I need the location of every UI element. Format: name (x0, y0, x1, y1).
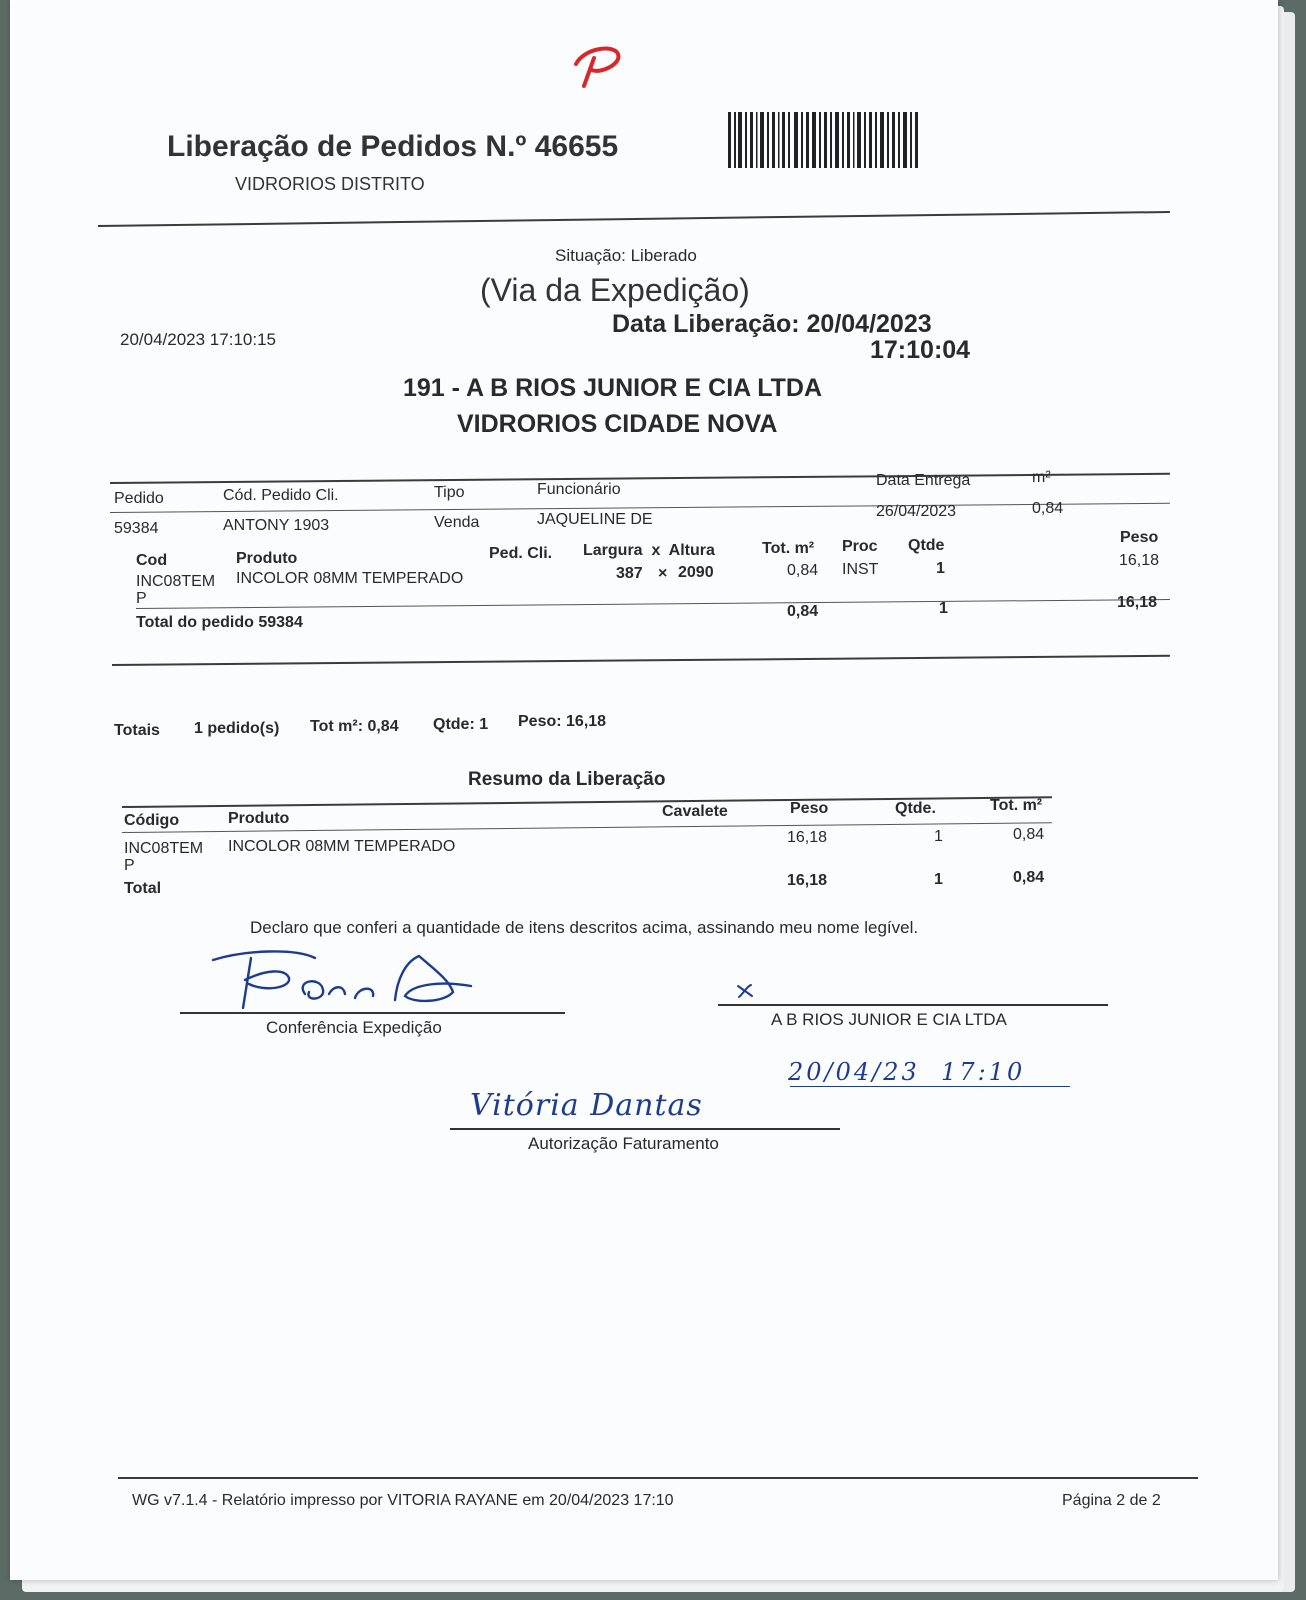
signature-mark-x (735, 982, 757, 1000)
signature-label-company: A B RIOS JUNIOR E CIA LTDA (771, 1010, 1007, 1029)
item-produto: INCOLOR 08MM TEMPERADO (236, 570, 464, 587)
col-header-data-entrega: Data Entrega (876, 472, 971, 489)
declaration-text: Declaro que conferi a quantidade de itens descritos acima, assinando meu nome legível. (250, 918, 919, 937)
cell-data-entrega: 26/04/2023 (876, 503, 957, 520)
col-header-m2: m² (1032, 469, 1051, 486)
summary-total-label: Total (124, 880, 162, 897)
col-header-funcionario: Funcionário (537, 481, 621, 498)
item-rule (136, 599, 1170, 609)
item-header-peso: Peso (1120, 529, 1159, 546)
totals-pedidos: 1 pedido(s) (194, 720, 280, 737)
signature-conferencia (205, 950, 485, 1015)
summary-produto: INCOLOR 08MM TEMPERADO (228, 838, 456, 855)
summary-peso: 16,18 (787, 829, 828, 846)
release-time: 17:10:04 (870, 336, 971, 364)
summary-header-cavalete: Cavalete (662, 803, 728, 820)
red-handwritten-mark (570, 40, 630, 90)
page-number: Página 2 de 2 (1062, 1492, 1161, 1509)
status-text: Situação: Liberado (555, 246, 697, 265)
col-header-pedido: Pedido (114, 490, 164, 507)
footer-report-info: WG v7.1.4 - Relatório impresso por VITORIA RAYANE em 20/04/2023 17:10 (132, 1492, 674, 1509)
item-header-qtde: Qtde (908, 537, 945, 554)
item-proc: INST (842, 561, 879, 578)
item-header-cod: Cod (136, 552, 168, 569)
cell-tipo: Venda (434, 514, 480, 531)
item-cod-line1: INC08TEM (136, 573, 216, 590)
order-total-label: Total do pedido 59384 (136, 614, 303, 631)
item-times: × (658, 565, 668, 582)
item-peso: 16,18 (1119, 552, 1160, 569)
summary-tot-m2: 0,84 (1013, 826, 1045, 843)
summary-header-qtde: Qtde. (895, 800, 936, 817)
item-header-ped-cli: Ped. Cli. (489, 545, 553, 562)
release-date: Data Liberação: 20/04/2023 (612, 310, 932, 338)
item-header-largura-altura: Largura x Altura (583, 542, 715, 559)
cell-cod-pedido-cli: ANTONY 1903 (223, 517, 330, 534)
item-largura: 387 (616, 565, 643, 582)
item-header-produto: Produto (236, 550, 298, 567)
summary-qtde: 1 (934, 828, 943, 845)
cell-funcionario: JAQUELINE DE (537, 511, 653, 528)
table-top-rule (110, 473, 1170, 484)
totals-label: Totais (114, 722, 160, 739)
cell-m2: 0,84 (1032, 500, 1064, 517)
summary-total-peso: 16,18 (787, 872, 828, 889)
item-header-tot-m2: Tot. m² (762, 540, 815, 557)
table-bottom-rule (112, 655, 1170, 666)
totals-qtde: Qtde: 1 (433, 716, 489, 733)
signature-label-autorizacao: Autorização Faturamento (528, 1134, 719, 1153)
handwritten-name: Vitória Dantas (470, 1088, 703, 1123)
summary-header-peso: Peso (790, 800, 829, 817)
item-header-proc: Proc (842, 538, 878, 555)
col-header-tipo: Tipo (434, 484, 465, 501)
client-store: VIDRORIOS CIDADE NOVA (457, 410, 778, 438)
order-total-peso: 16,18 (1117, 594, 1158, 611)
summary-total-qtde: 1 (934, 871, 943, 888)
handwritten-date-underline (790, 1086, 1070, 1087)
copy-type: (Via da Expedição) (480, 272, 750, 308)
barcode (728, 110, 923, 170)
item-qtde: 1 (936, 560, 945, 577)
summary-header-produto: Produto (228, 810, 290, 827)
signature-line-company (718, 1004, 1108, 1006)
document-page (10, 0, 1278, 1580)
summary-codigo-line2: P (124, 857, 135, 874)
client-name: 191 - A B RIOS JUNIOR E CIA LTDA (403, 374, 823, 402)
totals-peso: Peso: 16,18 (518, 713, 607, 730)
branch-name: VIDRORIOS DISTRITO (235, 174, 425, 194)
item-altura: 2090 (678, 564, 714, 581)
summary-total-tot-m2: 0,84 (1013, 869, 1045, 886)
footer-rule (118, 1477, 1198, 1479)
signature-line-autorizacao (450, 1128, 840, 1130)
document-title: Liberação de Pedidos N.º 46655 (167, 130, 619, 163)
totals-m2: Tot m²: 0,84 (310, 718, 399, 735)
signature-label-conferencia: Conferência Expedição (266, 1018, 442, 1037)
signature-line-conferencia (180, 1012, 565, 1014)
order-total-m2: 0,84 (787, 603, 819, 620)
item-tot-m2: 0,84 (787, 562, 819, 579)
summary-codigo-line1: INC08TEM (124, 840, 204, 857)
cell-pedido: 59384 (114, 520, 159, 537)
handwritten-date: 20/04/23 17:10 (788, 1058, 1026, 1086)
summary-title: Resumo da Liberação (468, 769, 666, 790)
printed-timestamp: 20/04/2023 17:10:15 (120, 330, 276, 349)
item-cod-line2: P (136, 590, 147, 607)
header-divider (98, 211, 1170, 227)
summary-header-tot-m2: Tot. m² (990, 797, 1043, 814)
order-total-qtde: 1 (939, 600, 948, 617)
col-header-cod-pedido-cli: Cód. Pedido Cli. (223, 487, 339, 504)
summary-header-codigo: Código (124, 812, 180, 829)
